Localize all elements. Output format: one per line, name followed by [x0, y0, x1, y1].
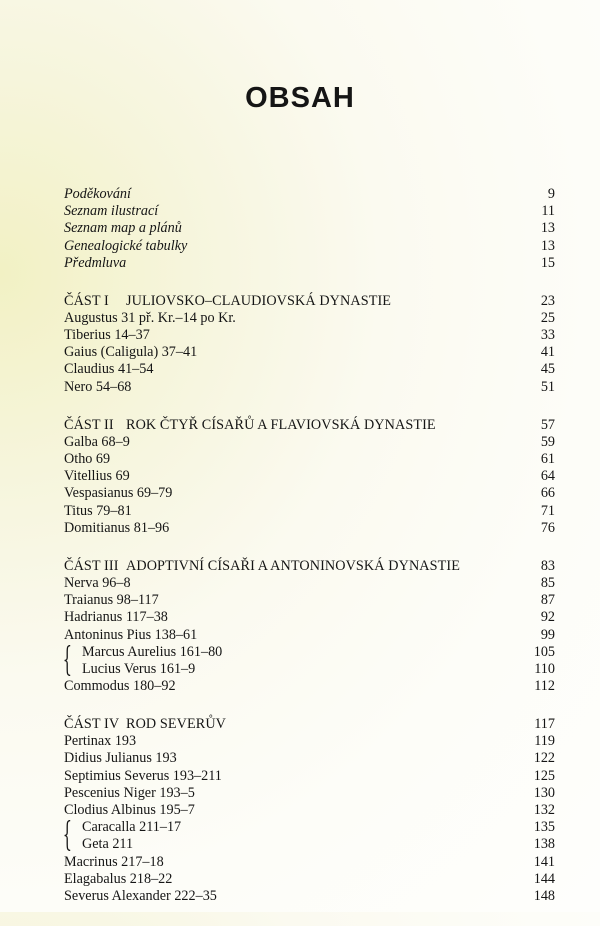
entry-title: Didius Julianus 193	[64, 750, 177, 767]
toc-entry[interactable]	[64, 644, 555, 661]
entry-page: 51	[540, 378, 555, 395]
toc-entry[interactable]	[64, 468, 555, 485]
entry-page: 33	[540, 327, 555, 344]
toc-entry[interactable]	[64, 733, 555, 750]
entry-title: Nero 54–68	[64, 378, 132, 395]
entry-page: 144	[533, 870, 555, 887]
part-3	[64, 558, 555, 696]
toc-entry[interactable]	[64, 361, 555, 378]
toc-entry[interactable]	[64, 186, 555, 203]
entry-title: Septimius Severus 193–211	[64, 767, 222, 784]
entry-title: Nerva 96–8	[64, 574, 131, 591]
part-page: 57	[540, 416, 555, 433]
toc-entry[interactable]	[64, 451, 555, 468]
part-title: ADOPTIVNÍ CÍSAŘI A ANTONINOVSKÁ DYNASTIE	[126, 557, 460, 574]
entry-title: Předmluva	[64, 254, 127, 271]
entry-page: 76	[540, 519, 555, 536]
toc-entry[interactable]	[64, 750, 555, 767]
toc-entry[interactable]	[64, 434, 555, 451]
toc-entry[interactable]	[64, 503, 555, 520]
part-number: ČÁST III	[64, 557, 119, 574]
entry-page: 119	[534, 733, 555, 750]
entry-page: 9	[547, 186, 555, 202]
toc-entry[interactable]	[64, 344, 555, 361]
co-emperors-group	[64, 819, 555, 853]
part-heading[interactable]	[64, 293, 555, 310]
entry-page: 41	[540, 344, 555, 361]
entry-page: 148	[533, 887, 555, 904]
entry-title: Gaius (Caligula) 37–41	[64, 344, 198, 361]
toc-entry[interactable]	[64, 220, 555, 237]
entry-page: 87	[540, 592, 555, 609]
curly-brace-icon	[64, 820, 71, 851]
part-page: 83	[540, 557, 555, 574]
entry-page: 122	[533, 750, 555, 767]
entry-title: Vespasianus 69–79	[64, 485, 173, 502]
toc-entry[interactable]	[64, 485, 555, 502]
entry-page: 130	[533, 784, 555, 801]
entry-title: Pescenius Niger 193–5	[64, 784, 195, 801]
entry-title: Traianus 98–117	[64, 592, 159, 609]
entry-title: Marcus Aurelius 161–80	[82, 643, 223, 660]
toc-entry[interactable]	[64, 854, 555, 871]
entry-page: 66	[540, 485, 555, 502]
toc-entry[interactable]	[64, 520, 555, 537]
entry-title: Geta 211	[82, 836, 134, 853]
entry-page: 45	[540, 361, 555, 378]
entry-title: Lucius Verus 161–9	[82, 660, 196, 677]
toc-entry[interactable]	[64, 379, 555, 396]
entry-title: Otho 69	[64, 451, 111, 468]
entry-page: 25	[540, 309, 555, 326]
entry-page: 13	[540, 220, 555, 237]
part-2	[64, 417, 555, 537]
toc-entry[interactable]	[64, 768, 555, 785]
toc-entry[interactable]	[64, 627, 555, 644]
toc-entry[interactable]	[64, 255, 555, 272]
entry-page: 105	[533, 643, 555, 660]
front-matter	[64, 186, 555, 272]
toc-entry[interactable]	[64, 678, 555, 695]
part-1	[64, 293, 555, 396]
entry-page: 138	[533, 836, 555, 853]
entry-title: Elagabalus 218–22	[64, 870, 173, 887]
toc-entry[interactable]	[64, 785, 555, 802]
entry-page: 61	[540, 451, 555, 468]
entry-page: 135	[533, 819, 555, 836]
toc-entry[interactable]	[64, 203, 555, 220]
part-4	[64, 716, 555, 905]
entry-title: Domitianus 81–96	[64, 519, 170, 536]
entry-page: 64	[540, 468, 555, 485]
page-title: OBSAH	[245, 82, 355, 114]
entry-page: 92	[540, 609, 555, 626]
entry-title: Severus Alexander 222–35	[64, 887, 217, 904]
table-of-contents	[64, 186, 555, 926]
entry-title: Poděkování	[64, 186, 131, 202]
toc-entry[interactable]	[64, 871, 555, 888]
toc-entry[interactable]	[64, 609, 555, 626]
entry-page: 11	[541, 203, 555, 220]
toc-entry[interactable]	[64, 238, 555, 255]
curly-brace-icon	[64, 645, 71, 676]
toc-entry[interactable]	[64, 836, 555, 853]
entry-title: Macrinus 217–18	[64, 853, 164, 870]
toc-entry[interactable]	[64, 802, 555, 819]
entry-title: Clodius Albinus 195–7	[64, 802, 195, 818]
toc-entry[interactable]	[64, 575, 555, 592]
entry-page: 110	[534, 660, 555, 677]
co-emperors-group	[64, 644, 555, 678]
entry-page: 71	[540, 502, 555, 519]
entry-page: 13	[540, 237, 555, 254]
entry-title: Tiberius 14–37	[64, 327, 150, 344]
entry-page: 85	[540, 574, 555, 591]
part-heading[interactable]	[64, 558, 555, 575]
entry-title: Seznam ilustrací	[64, 203, 159, 220]
part-number: ČÁST II	[64, 416, 114, 433]
entry-page: 99	[540, 626, 555, 643]
entry-page: 132	[533, 802, 555, 818]
toc-entry[interactable]	[64, 888, 555, 905]
toc-entry[interactable]	[64, 661, 555, 678]
part-heading[interactable]	[64, 417, 555, 434]
entry-title: Antoninus Pius 138–61	[64, 626, 198, 643]
part-page: 23	[540, 292, 555, 309]
entry-page: 15	[540, 254, 555, 271]
entry-title: Commodus 180–92	[64, 678, 176, 695]
part-title: JULIOVSKO–CLAUDIOVSKÁ DYNASTIE	[126, 292, 392, 309]
part-heading[interactable]	[64, 716, 555, 733]
entry-title: Caracalla 211–17	[82, 819, 182, 836]
part-number: ČÁST IV	[64, 716, 120, 733]
entry-page: 125	[533, 767, 555, 784]
entry-title: Claudius 41–54	[64, 361, 154, 378]
toc-entry[interactable]	[64, 819, 555, 836]
part-page: 117	[534, 716, 555, 733]
entry-title: Augustus 31 př. Kr.–14 po Kr.	[64, 309, 236, 326]
entry-page: 112	[534, 678, 555, 695]
part-title: ROD SEVERŮV	[126, 716, 227, 733]
entry-page: 59	[540, 433, 555, 450]
entry-title: Vitellius 69	[64, 468, 130, 485]
entry-title: Titus 79–81	[64, 502, 132, 519]
entry-title: Seznam map a plánů	[64, 220, 182, 237]
entry-title: Galba 68–9	[64, 433, 130, 450]
toc-entry[interactable]	[64, 592, 555, 609]
entry-page: 141	[533, 853, 555, 870]
part-number: ČÁST I	[64, 292, 109, 309]
entry-title: Hadrianus 117–38	[64, 609, 168, 626]
entry-title: Genealogické tabulky	[64, 237, 188, 254]
part-title: ROK ČTYŘ CÍSAŘŮ A FLAVIOVSKÁ DYNASTIE	[126, 416, 436, 433]
toc-entry[interactable]	[64, 327, 555, 344]
toc-entry[interactable]	[64, 310, 555, 327]
entry-title: Pertinax 193	[64, 733, 137, 750]
